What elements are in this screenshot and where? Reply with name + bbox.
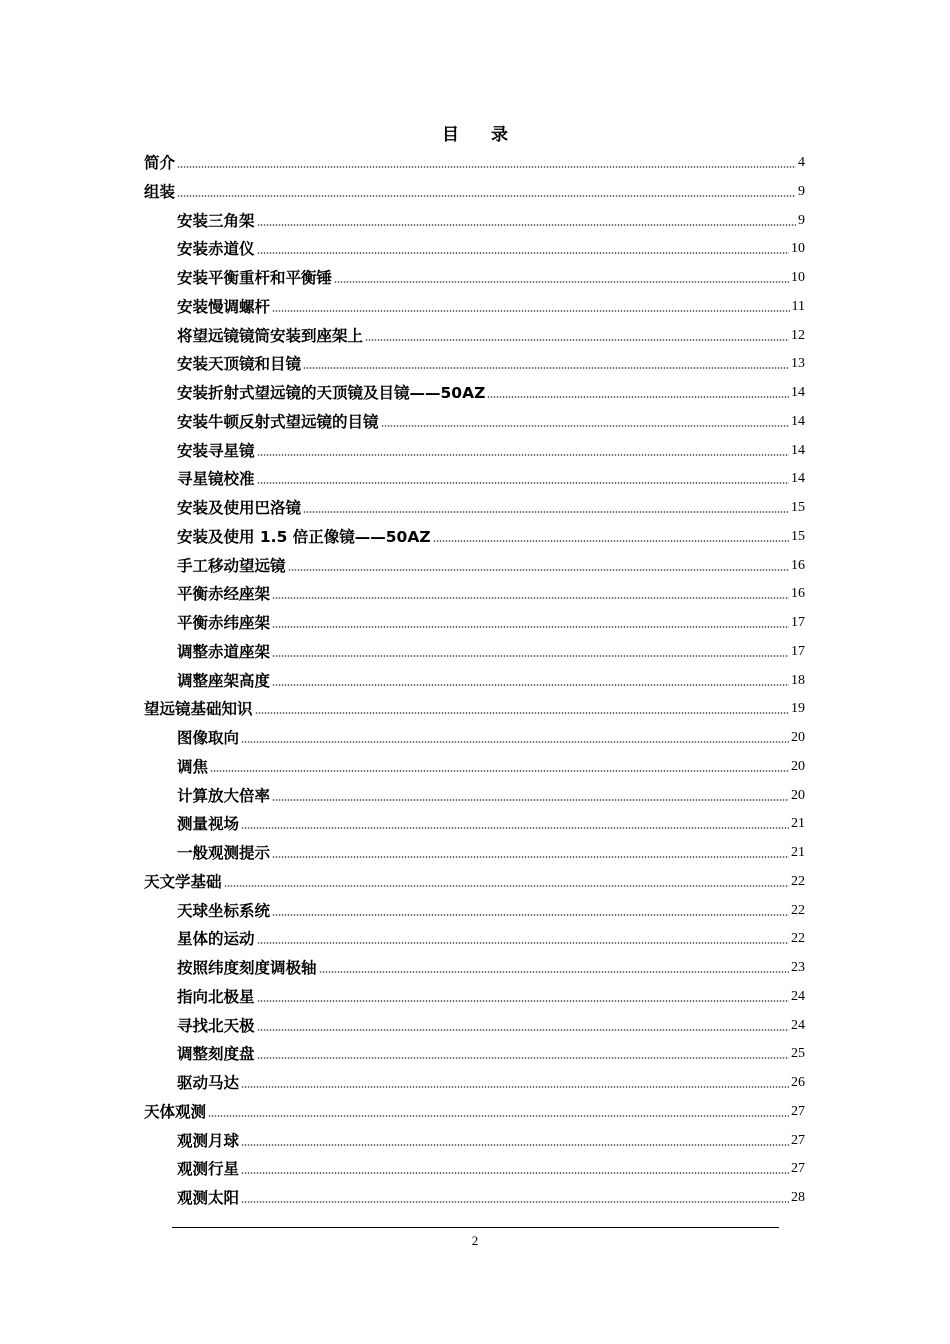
toc-entry-page-number: 4 <box>798 155 805 170</box>
dot-leader <box>272 310 790 312</box>
toc-entry-label: 寻星镜校准 <box>177 470 255 489</box>
dot-leader <box>272 655 789 657</box>
toc-entry-page-number: 19 <box>791 701 805 717</box>
dot-leader <box>334 281 789 283</box>
toc-entry-label: 将望远镜镜筒安装到座架上 <box>177 326 364 345</box>
dot-leader <box>381 425 789 427</box>
toc-entry-label: 一般观测提示 <box>177 844 271 862</box>
toc-entry[interactable] <box>177 1152 805 1178</box>
toc-entry[interactable] <box>177 347 805 373</box>
toc-entry-page-number: 27 <box>791 1132 805 1148</box>
dot-leader <box>257 482 789 484</box>
dot-leader <box>177 166 796 168</box>
toc-entry-label: 安装天顶镜和目镜 <box>177 355 302 374</box>
toc-entry[interactable] <box>177 1009 805 1035</box>
toc-entry-label: 手工移动望远镜 <box>177 556 286 575</box>
toc-entry[interactable] <box>177 779 805 805</box>
dot-leader <box>272 597 789 599</box>
toc-entry-page-number: 24 <box>791 1017 805 1033</box>
toc-entry-label: 安装三角架 <box>177 211 255 230</box>
toc-title: 目 录 <box>442 125 508 145</box>
toc-entry[interactable] <box>177 980 805 1006</box>
dot-leader <box>272 799 789 801</box>
toc-entry-label: 驱动马达 <box>177 1074 240 1092</box>
dot-leader <box>365 339 789 341</box>
toc-entry-label: 天文学基础 <box>144 872 222 891</box>
toc-entry[interactable] <box>144 175 805 201</box>
toc-entry-label: 寻找北天极 <box>177 1016 255 1035</box>
toc-entry-page-number: 15 <box>791 528 805 544</box>
toc-entry[interactable] <box>177 290 805 316</box>
toc-entry[interactable] <box>177 1037 805 1063</box>
toc-entry-page-number: 25 <box>791 1046 805 1062</box>
toc-entry-label: 按照纬度刻度调极轴 <box>177 959 317 977</box>
dot-leader <box>487 396 789 398</box>
toc-entry-label: 调整赤道座架 <box>177 642 271 661</box>
footer-page-number: 2 <box>471 1233 479 1248</box>
dot-leader <box>319 971 789 973</box>
toc-entry[interactable] <box>177 1124 805 1150</box>
toc-entry-label: 调整座架高度 <box>177 671 271 690</box>
toc-entry-page-number: 9 <box>798 183 805 199</box>
dot-leader <box>241 741 789 743</box>
toc-entry-label: 安装赤道仪 <box>177 240 255 259</box>
dot-leader <box>224 885 789 887</box>
dot-leader <box>272 856 789 858</box>
toc-entry[interactable] <box>177 232 805 258</box>
toc-entry-label: 图像取向 <box>177 729 240 747</box>
toc-entry-label: 安装慢调螺杆 <box>177 297 271 316</box>
toc-entry-page-number: 10 <box>791 270 805 285</box>
toc-entry[interactable] <box>177 434 805 460</box>
toc-entry[interactable] <box>177 664 805 690</box>
toc-entry-page-number: 9 <box>798 212 805 228</box>
dot-leader <box>257 942 789 944</box>
toc-entry-label: 测量视场 <box>177 815 240 834</box>
toc-entry-label: 天球坐标系统 <box>177 901 271 920</box>
dot-leader <box>241 827 789 829</box>
toc-entry-page-number: 18 <box>791 672 805 688</box>
toc-entry-page-number: 27 <box>791 1103 805 1119</box>
toc-entry[interactable] <box>177 319 805 345</box>
toc-entry-page-number: 20 <box>791 787 805 803</box>
toc-entry[interactable] <box>177 922 805 948</box>
dot-leader <box>272 914 789 916</box>
dot-leader <box>433 540 789 542</box>
toc-entry-label: 简介 <box>144 154 176 172</box>
toc-entry-page-number: 22 <box>791 873 805 889</box>
toc-entry-page-number: 17 <box>791 615 805 630</box>
toc-entry-page-number: 20 <box>791 758 805 774</box>
toc-entry[interactable] <box>177 549 805 575</box>
dot-leader <box>210 770 789 772</box>
toc-entry-page-number: 14 <box>791 442 805 458</box>
toc-entry-page-number: 26 <box>791 1075 805 1090</box>
dot-leader <box>177 195 796 197</box>
toc-entry-page-number: 22 <box>791 902 805 918</box>
dot-leader <box>303 511 789 513</box>
toc-entry[interactable] <box>144 1095 805 1121</box>
toc-entry[interactable] <box>144 865 805 891</box>
toc-entry[interactable] <box>177 405 805 431</box>
dot-leader <box>241 1086 789 1088</box>
toc-entry-label: 平衡赤经座架 <box>177 585 271 604</box>
toc-entry-label: 计算放大倍率 <box>177 786 271 805</box>
dot-leader <box>257 252 789 254</box>
toc-entry[interactable] <box>177 606 805 632</box>
dot-leader <box>303 367 789 369</box>
toc-entry[interactable] <box>177 1181 805 1207</box>
dot-leader <box>255 712 789 714</box>
dot-leader <box>272 684 789 686</box>
toc-entry[interactable] <box>177 261 805 287</box>
toc-entry-page-number: 16 <box>791 557 805 573</box>
toc-entry-page-number: 23 <box>791 960 805 975</box>
toc-entry[interactable] <box>177 1066 805 1092</box>
toc-entry-label: 安装及使用 1.5 倍正像镜——50AZ <box>177 527 431 546</box>
dot-leader <box>257 454 789 456</box>
toc-entry-label: 星体的运动 <box>177 930 255 949</box>
dot-leader <box>208 1115 789 1117</box>
dot-leader <box>257 1029 789 1031</box>
toc-entry-page-number: 27 <box>791 1161 805 1177</box>
toc-entry[interactable] <box>177 520 805 546</box>
dot-leader <box>241 1172 789 1174</box>
toc-entry[interactable] <box>177 577 805 603</box>
toc-entry-page-number: 20 <box>791 730 805 745</box>
toc-entry[interactable] <box>144 692 805 718</box>
toc-entry-label: 平衡赤纬座架 <box>177 614 271 632</box>
toc-entry[interactable] <box>177 750 805 776</box>
toc-entry-label: 指向北极星 <box>177 987 255 1006</box>
toc-entry-page-number: 15 <box>791 500 805 515</box>
toc-entry-label: 安装折射式望远镜的天顶镜及目镜——50AZ <box>177 384 486 402</box>
toc-entry-page-number: 21 <box>791 816 805 832</box>
dot-leader <box>288 569 789 571</box>
toc-entry-label: 调整刻度盘 <box>177 1045 255 1064</box>
toc-entry-page-number: 21 <box>791 845 805 860</box>
toc-entry-page-number: 11 <box>791 298 805 314</box>
toc-entry[interactable] <box>144 146 805 172</box>
toc-entry-label: 望远镜基础知识 <box>144 700 253 719</box>
toc-entry[interactable] <box>177 721 805 747</box>
toc-entry-label: 观测太阳 <box>177 1189 240 1207</box>
toc-entry[interactable] <box>177 204 805 230</box>
dot-leader <box>272 626 789 628</box>
toc-entry[interactable] <box>177 462 805 488</box>
toc-entry-label: 组装 <box>144 182 176 201</box>
toc-entry[interactable] <box>177 894 805 920</box>
toc-entry-page-number: 14 <box>791 413 805 429</box>
toc-entry-page-number: 12 <box>791 327 805 343</box>
dot-leader <box>257 224 796 226</box>
dot-leader <box>257 1000 789 1002</box>
footer-divider <box>172 1227 779 1228</box>
dot-leader <box>257 1057 789 1059</box>
toc-entry[interactable] <box>177 807 805 833</box>
toc-entry-page-number: 10 <box>791 241 805 257</box>
toc-entry[interactable] <box>177 951 805 977</box>
toc-entry-label: 天体观测 <box>144 1102 207 1121</box>
toc-entry-page-number: 17 <box>791 643 805 659</box>
toc-entry-label: 观测行星 <box>177 1160 240 1179</box>
toc-entry-page-number: 28 <box>791 1190 805 1205</box>
toc-entry[interactable] <box>177 491 805 517</box>
toc-entry-label: 安装及使用巴洛镜 <box>177 499 302 517</box>
toc-entry-label: 安装平衡重杆和平衡锤 <box>177 269 333 287</box>
dot-leader <box>241 1144 789 1146</box>
toc-entry-label: 安装牛顿反射式望远镜的目镜 <box>177 412 379 431</box>
toc-entry-label: 调焦 <box>177 757 209 776</box>
dot-leader <box>241 1201 789 1203</box>
toc-entry-page-number: 14 <box>791 385 805 400</box>
toc-entry[interactable] <box>177 376 805 402</box>
toc-entry[interactable] <box>177 836 805 862</box>
toc-entry-label: 观测月球 <box>177 1131 240 1150</box>
toc-entry-page-number: 22 <box>791 931 805 947</box>
toc-entry-page-number: 14 <box>791 471 805 487</box>
toc-entry-page-number: 24 <box>791 988 805 1004</box>
toc-entry[interactable] <box>177 635 805 661</box>
toc-entry-page-number: 16 <box>791 586 805 602</box>
toc-entry-page-number: 13 <box>791 356 805 372</box>
toc-entry-label: 安装寻星镜 <box>177 441 255 460</box>
